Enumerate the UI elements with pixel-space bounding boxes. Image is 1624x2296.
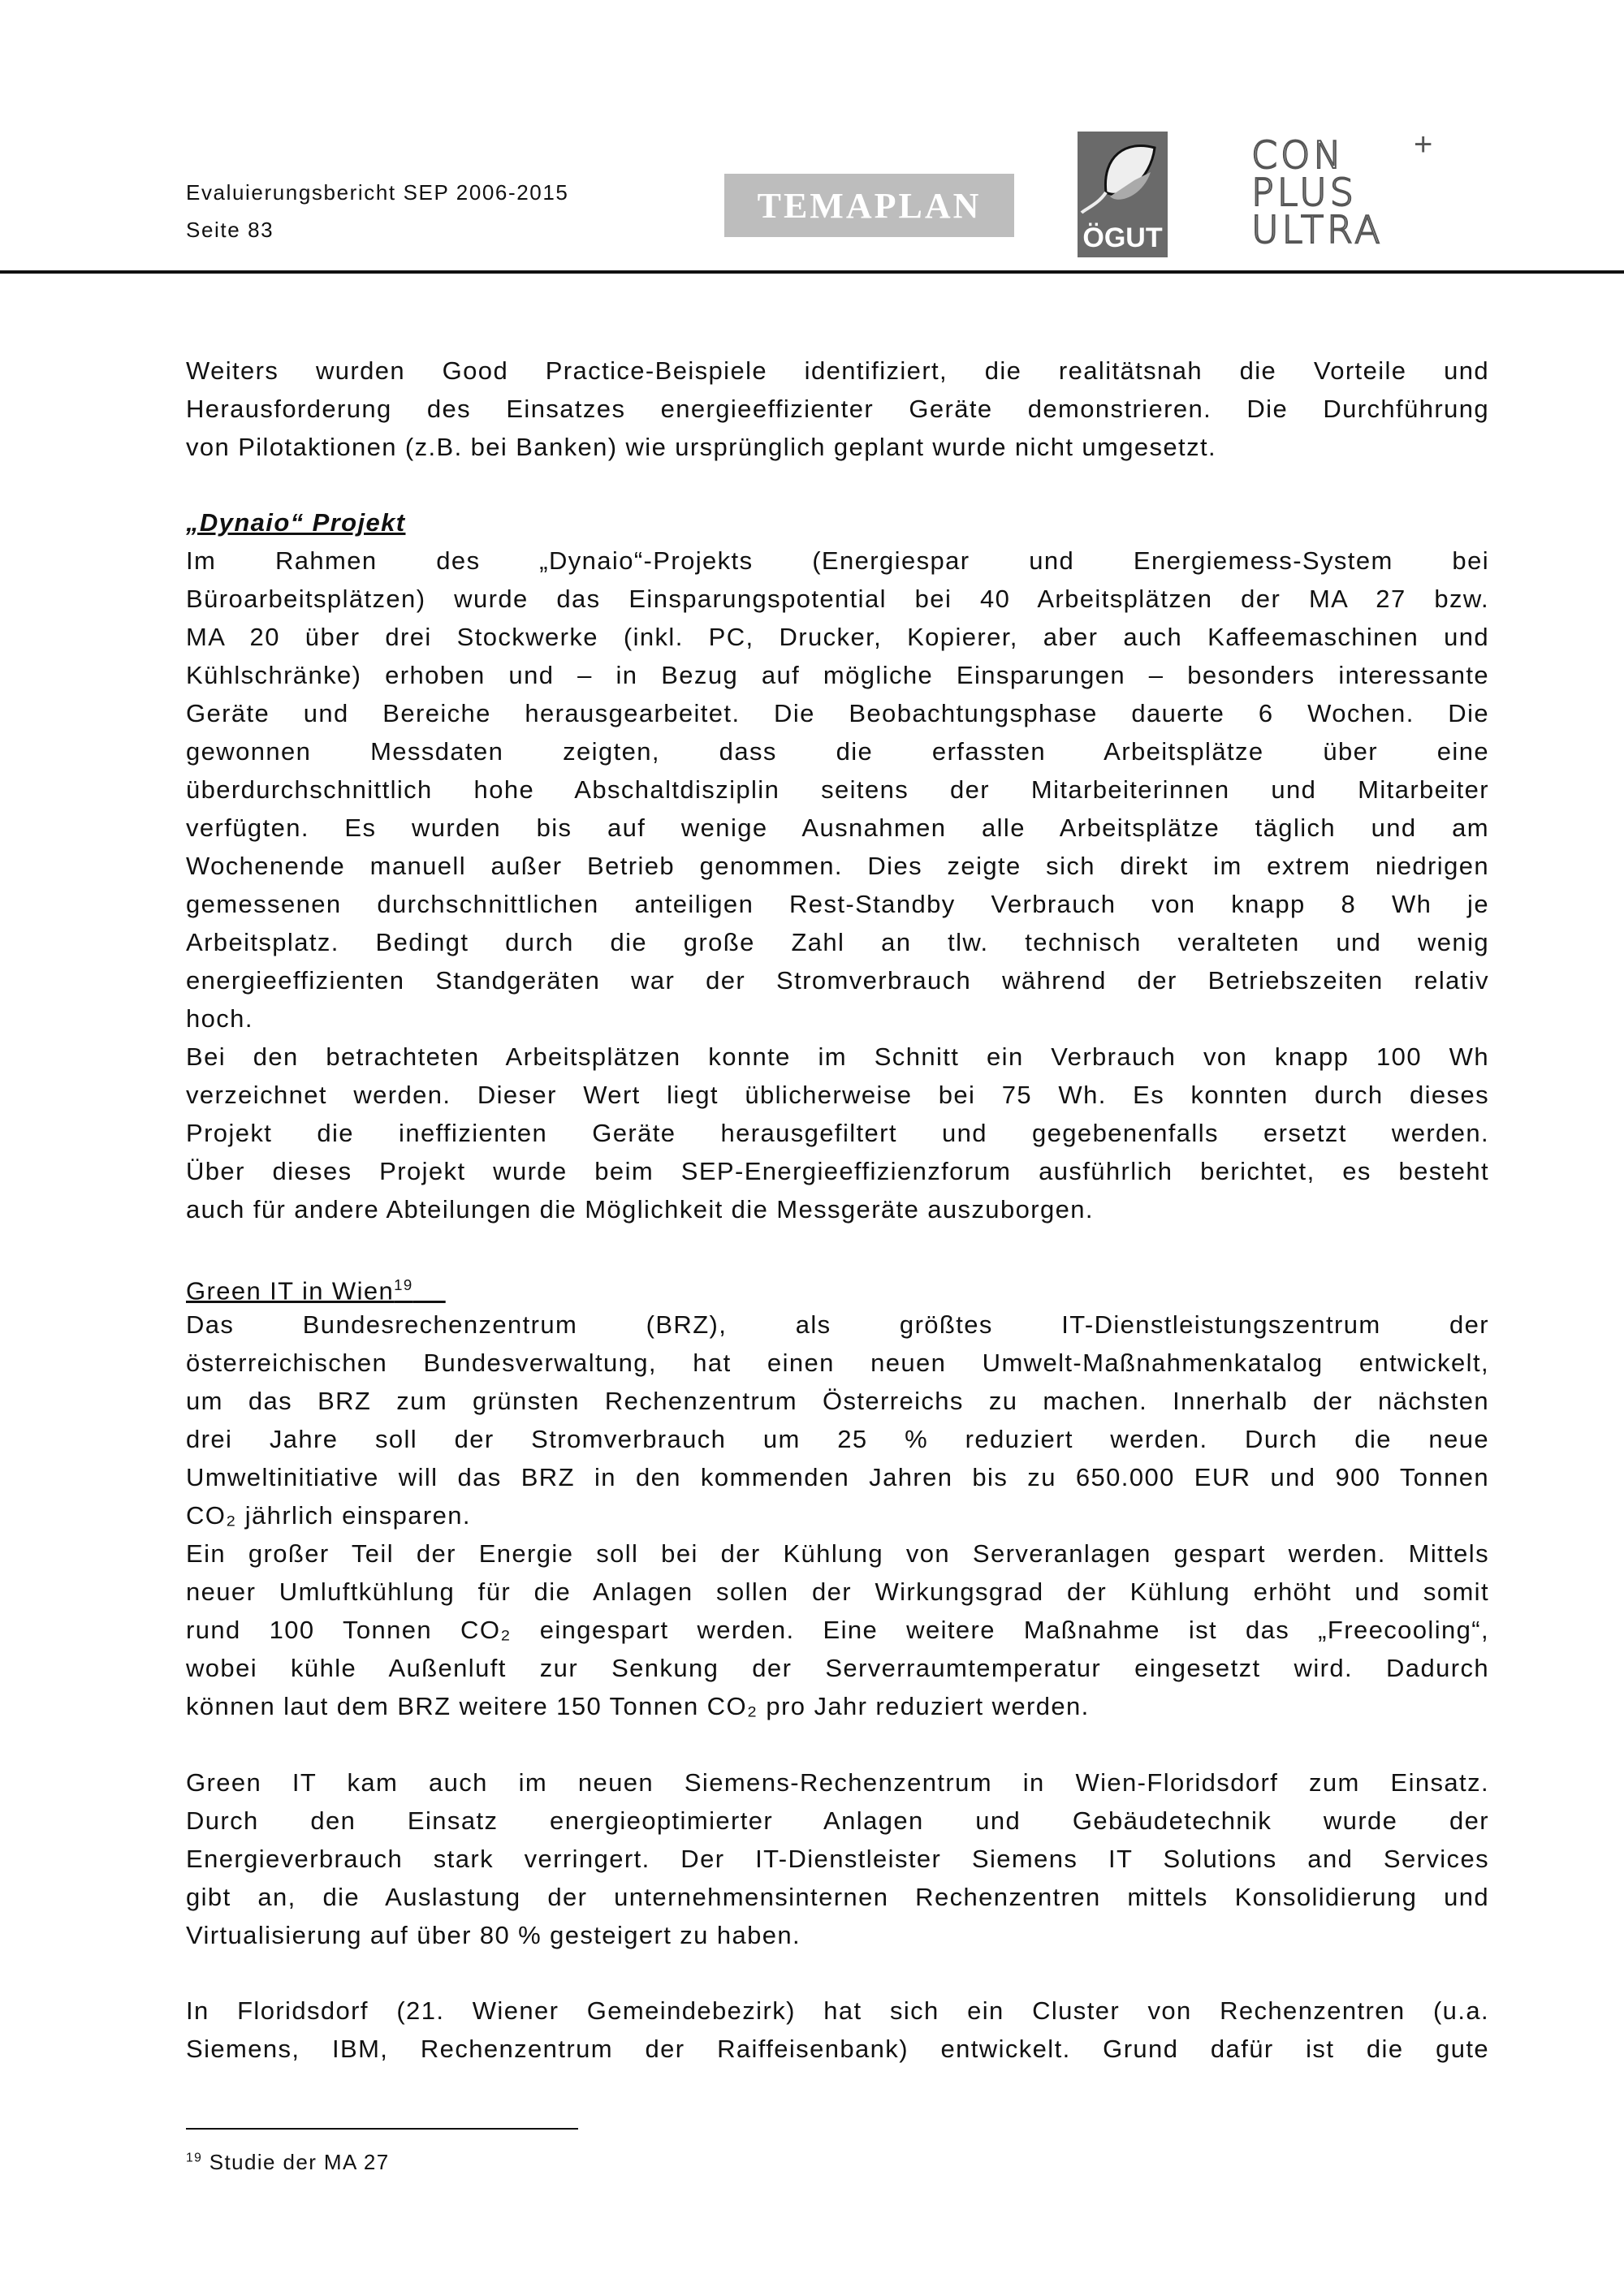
text-line: Kühlschränke) erhoben und – in Bezug auf mögliche Einsparungen – besonders interessante bbox=[186, 661, 1489, 689]
text-line: gibt an, die Auslastung der unternehmensinternen Rechenzentren mittels Konsolidierung und bbox=[186, 1883, 1489, 1911]
paragraph bbox=[186, 542, 1489, 1038]
text-line: rund 100 Tonnen CO₂ eingespart werden. Eine weitere Maßnahme ist das „Freecooling“, bbox=[186, 1616, 1489, 1644]
text-line: von Pilotaktionen (z.B. bei Banken) wie ursprünglich geplant wurde nicht umgesetzt. bbox=[186, 433, 1216, 461]
text-line: Arbeitsplatz. Bedingt durch die große Zahl an tlw. technisch veralteten und wenig bbox=[186, 928, 1489, 956]
text-line: Büroarbeitsplätzen) wurde das Einsparungspotential bei 40 Arbeitsplätzen der MA 27 bzw. bbox=[186, 585, 1489, 613]
footnote bbox=[186, 2150, 390, 2175]
footnote-text: Studie der MA 27 bbox=[209, 2150, 390, 2174]
logo-line: PLUS bbox=[1251, 170, 1357, 214]
report-title: Evaluierungsbericht SEP 2006-2015 bbox=[186, 180, 569, 205]
text-line: MA 20 über drei Stockwerke (inkl. PC, Drucker, Kopierer, aber auch Kaffeemaschinen und bbox=[186, 623, 1489, 651]
text-line: drei Jahre soll der Stromverbrauch um 25 % reduziert werden. Durch die neue bbox=[186, 1425, 1489, 1453]
text-line: Das Bundesrechenzentrum (BRZ), als größtes IT-Dienstleistungszentrum der bbox=[186, 1310, 1489, 1339]
text-line: In Floridsdorf (21. Wiener Gemeindebezirk) hat sich ein Cluster von Rechenzentren (u.a. bbox=[186, 1996, 1489, 2025]
text-line: können laut dem BRZ weitere 150 Tonnen CO₂ pro Jahr reduziert werden. bbox=[186, 1692, 1090, 1720]
text-line: Virtualisierung auf über 80 % gesteigert zu haben. bbox=[186, 1921, 801, 1949]
paragraph bbox=[186, 1992, 1489, 2068]
text-line: Umweltinitiative will das BRZ in den kommenden Jahren bis zu 650.000 EUR und 900 Tonnen bbox=[186, 1463, 1489, 1491]
footnote-number: 19 bbox=[186, 2151, 203, 2165]
text-line: auch für andere Abteilungen die Möglichkeit die Messgeräte auszuborgen. bbox=[186, 1195, 1094, 1224]
text-line: Green IT kam auch im neuen Siemens-Rechenzentrum in Wien-Floridsdorf zum Einsatz. bbox=[186, 1768, 1489, 1797]
footnote-rule bbox=[186, 2128, 578, 2130]
text-line: Weiters wurden Good Practice-Beispiele identifiziert, die realitätsnah die Vorteile und bbox=[186, 356, 1489, 385]
text-line: wobei kühle Außenluft zur Senkung der Serverraumtemperatur eingesetzt wird. Dadurch bbox=[186, 1654, 1489, 1682]
text-line: hoch. bbox=[186, 1004, 253, 1033]
text-line: verfügten. Es wurden bis auf wenige Ausnahmen alle Arbeitsplätze täglich und am bbox=[186, 814, 1489, 842]
section-heading-green-it bbox=[186, 1266, 446, 1310]
paragraph bbox=[186, 352, 1489, 466]
temaplan-logo-text: TEMAPLAN bbox=[757, 185, 982, 226]
text-line: CO₂ jährlich einsparen. bbox=[186, 1501, 471, 1530]
text-line: Geräte und Bereiche herausgearbeitet. Die Beobachtungsphase dauerte 6 Wochen. Die bbox=[186, 699, 1489, 727]
text-line: energieeffizienten Standgeräten war der Stromverbrauch während der Betriebszeiten relativ bbox=[186, 966, 1489, 995]
ogut-logo bbox=[1078, 132, 1168, 257]
text-line: Energieverbrauch stark verringert. Der IT-Dienstleister Siemens IT Solutions and Services bbox=[186, 1845, 1489, 1873]
page-number: Seite 83 bbox=[186, 218, 274, 242]
text-line: gemessenen durchschnittlichen anteiligen Rest-Standby Verbrauch von knapp 8 Wh je bbox=[186, 890, 1489, 918]
text-line: gewonnen Messdaten zeigten, dass die erfassten Arbeitsplätze über eine bbox=[186, 737, 1489, 766]
text-line: Über dieses Projekt wurde beim SEP-Energieeffizienzforum ausführlich berichtet, es besteht bbox=[186, 1157, 1489, 1185]
text-line: Ein großer Teil der Energie soll bei der Kühlung von Serveranlagen gespart werden. Mittels bbox=[186, 1539, 1489, 1568]
text-line: Projekt die ineffizienten Geräte herausgefiltert und gegebenenfalls ersetzt werden. bbox=[186, 1119, 1489, 1147]
text-line: neuer Umluftkühlung für die Anlagen sollen der Wirkungsgrad der Kühlung erhöht und somit bbox=[186, 1577, 1489, 1606]
heading-text: Green IT in Wien bbox=[186, 1276, 395, 1306]
leaf-icon bbox=[1078, 132, 1168, 221]
text-line: um das BRZ zum grünsten Rechenzentrum Österreichs zu machen. Innerhalb der nächsten bbox=[186, 1387, 1489, 1415]
text-line: Wochenende manuell außer Betrieb genommen. Dies zeigte sich direkt im extrem niedrigen bbox=[186, 852, 1489, 880]
text-line: Im Rahmen des „Dynaio“-Projekts (Energiespar und Energiemess-System bei bbox=[186, 546, 1489, 575]
section-heading-dynaio: „Dynaio“ Projekt bbox=[186, 508, 406, 537]
text-line: Bei den betrachteten Arbeitsplätzen konnte im Schnitt ein Verbrauch von knapp 100 Wh bbox=[186, 1042, 1489, 1071]
paragraph bbox=[186, 1306, 1489, 1534]
paragraph bbox=[186, 1534, 1489, 1725]
logo-line: CON bbox=[1251, 133, 1345, 177]
plus-mark: + bbox=[1414, 127, 1433, 162]
text-line: Herausforderung des Einsatzes energieeffizienter Geräte demonstrieren. Die Durchführung bbox=[186, 395, 1489, 423]
text-line: überdurchschnittlich hohe Abschaltdisziplin seitens der Mitarbeiterinnen und Mitarbeiter bbox=[186, 775, 1489, 804]
header-rule bbox=[0, 270, 1624, 274]
temaplan-logo bbox=[724, 174, 1014, 237]
paragraph bbox=[186, 1038, 1489, 1228]
ogut-logo-text: ÖGUT bbox=[1082, 222, 1163, 253]
text-line: verzeichnet werden. Dieser Wert liegt üblicherweise bei 75 Wh. Es konnten durch dieses bbox=[186, 1081, 1489, 1109]
con-plus-ultra-logo bbox=[1251, 127, 1433, 252]
paragraph bbox=[186, 1763, 1489, 1954]
logo-line: ULTRA bbox=[1251, 208, 1384, 252]
text-line: Siemens, IBM, Rechenzentrum der Raiffeisenbank) entwickelt. Grund dafür ist die gute bbox=[186, 2035, 1489, 2063]
text-line: Durch den Einsatz energieoptimierter Anlagen und Gebäudetechnik wurde der bbox=[186, 1806, 1489, 1835]
text-line: österreichischen Bundesverwaltung, hat einen neuen Umwelt-Maßnahmenkatalog entwickelt, bbox=[186, 1349, 1489, 1377]
footnote-ref[interactable]: 19 bbox=[394, 1276, 413, 1293]
